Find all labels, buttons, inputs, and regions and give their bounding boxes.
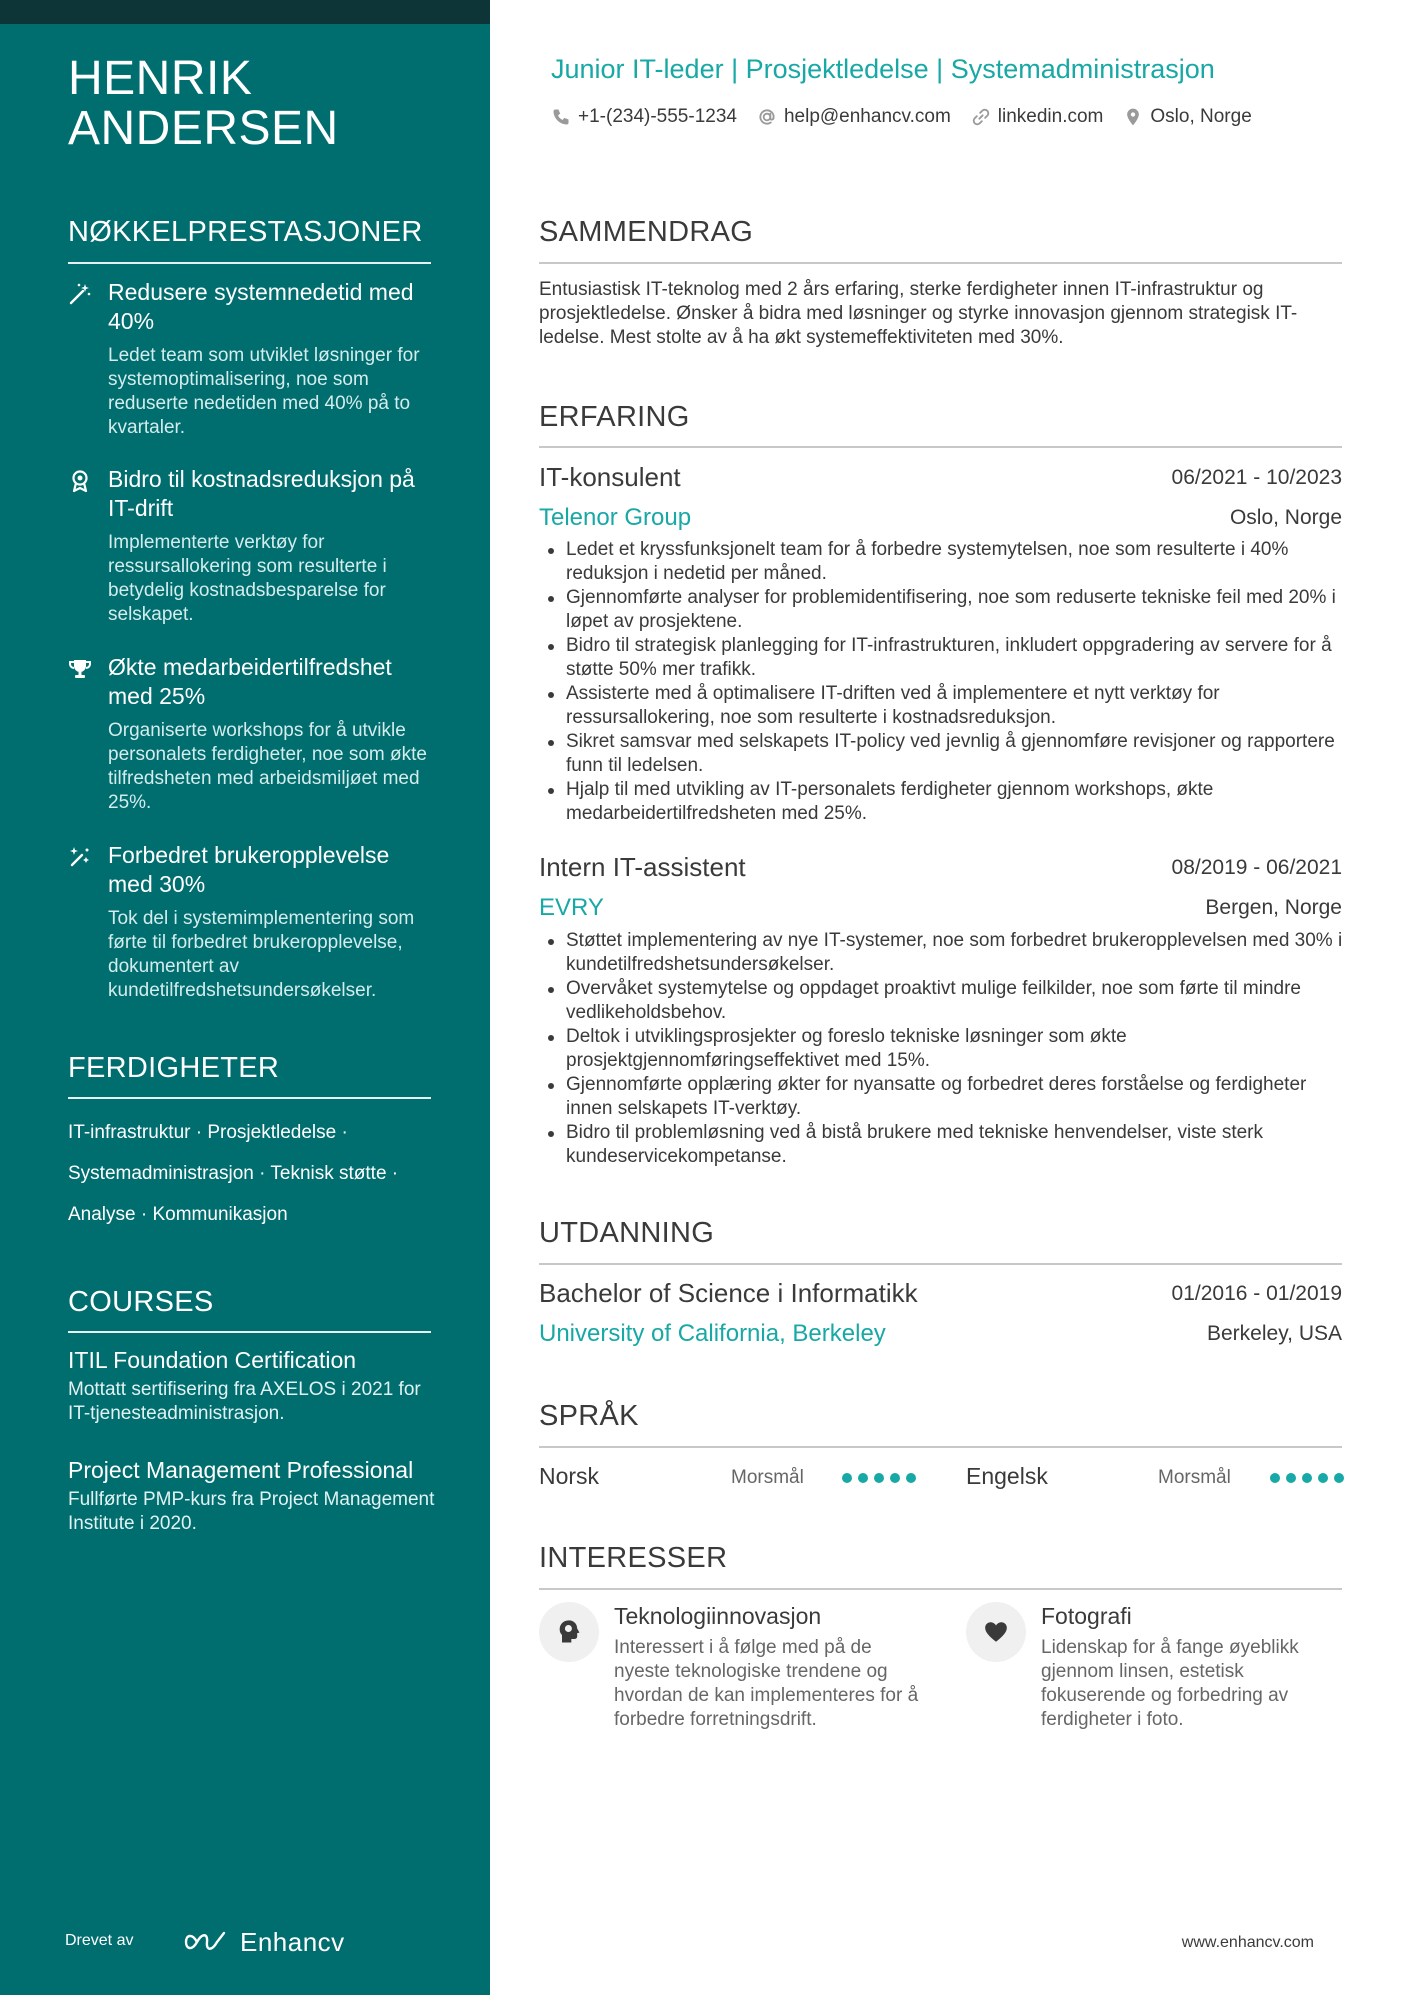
infinity-logo-icon — [184, 1929, 230, 1955]
sidebar-top-bar — [0, 0, 490, 24]
interest-title: Fotografi — [1041, 1603, 1132, 1629]
job-location: Bergen, Norge — [1205, 896, 1342, 919]
interest-icon-badge — [966, 1602, 1026, 1662]
powered-by-label: Drevet av — [65, 1932, 134, 1949]
job-company: EVRY — [539, 894, 604, 921]
location-text: Oslo, Norge — [1150, 106, 1252, 127]
course-desc: Fullførte PMP-kurs fra Project Management Institute i 2020. — [68, 1489, 435, 1534]
sidebar — [0, 0, 490, 1995]
brand-name: Enhancv — [240, 1926, 345, 1957]
skills-heading: FERDIGHETER — [68, 1052, 280, 1084]
skills-line: IT-infrastruktur · Prosjektledelse · — [68, 1122, 348, 1143]
interest-item — [539, 1602, 919, 1732]
courses-heading: COURSES — [68, 1286, 214, 1318]
job-bullet: Gjennomførte analyser for problemidentifisering, noe som reduserte tekniske feil med 20% i løpet av prosjektene. — [566, 586, 1346, 634]
proficiency-dot — [1286, 1473, 1296, 1483]
job-bullet: Sikret samsvar med selskapets IT-policy ved jevnlig å gjennomføre revisjoner og rapportere funn til ledelsen. — [566, 730, 1346, 778]
sparkle-wand-icon — [68, 845, 92, 869]
achievement-title: Bidro til kostnadsreduksjon på IT-drift — [108, 466, 415, 521]
skills-list — [68, 1112, 448, 1235]
contact-location — [1123, 106, 1251, 128]
proficiency-dot — [906, 1473, 916, 1483]
interest-title: Teknologiinnovasjon — [614, 1603, 822, 1629]
job-bullet: Overvåket systemytelse og oppdaget proaktivt mulige feilkilder, noe som førte til mindre vedlikeholdsbehov. — [566, 977, 1346, 1025]
job-title: IT-konsulent — [539, 462, 681, 492]
contact-email[interactable] — [757, 106, 951, 128]
education-divider — [539, 1263, 1342, 1265]
skills-line: Analyse · Kommunikasjon — [68, 1204, 288, 1225]
enhancv-logo[interactable] — [184, 1922, 345, 1962]
proficiency-dot — [1318, 1473, 1328, 1483]
language-name: Norsk — [539, 1463, 600, 1489]
proficiency-dot — [1270, 1473, 1280, 1483]
degree-title: Bachelor of Science i Informatikk — [539, 1278, 918, 1308]
achievement-desc: Implementerte verktøy for ressursallokering som resulterte i betydelig kostnadsbesparelse for selskapet. — [108, 532, 387, 625]
language-name: Engelsk — [966, 1463, 1048, 1489]
course-item — [68, 1346, 438, 1426]
language-level: Morsmål — [731, 1467, 804, 1488]
link-icon — [971, 107, 991, 127]
phone-text: +1-(234)-555-1234 — [578, 106, 737, 127]
trophy-icon — [68, 657, 92, 681]
contact-linkedin[interactable] — [971, 106, 1104, 128]
job-bullet: Gjennomførte opplæring økter for nyansatte og forbedret deres forståelse og ferdigheter innen selskapets IT-verktøy. — [566, 1073, 1346, 1121]
job-location: Oslo, Norge — [1229, 506, 1342, 529]
experience-heading: ERFARING — [539, 401, 690, 433]
course-item — [68, 1456, 438, 1536]
job-bullet: Hjalp til med utvikling av IT-personalets ferdigheter gjennom workshops, økte medarbeidertilfredsheten med 25%. — [566, 778, 1346, 826]
heart-icon — [983, 1619, 1009, 1645]
job-dates: 08/2019 - 06/2021 — [1171, 856, 1342, 879]
education-heading: UTDANNING — [539, 1217, 715, 1249]
job-bullets — [566, 929, 1346, 1169]
summary-divider — [539, 262, 1342, 264]
job-bullet: Bidro til strategisk planlegging for IT-infrastrukturen, inkludert oppgradering av servere for å støtte 50% mer trafikk. — [566, 634, 1346, 682]
courses-divider — [68, 1331, 431, 1333]
languages-heading: SPRÅK — [539, 1400, 639, 1432]
job-bullet: Bidro til problemløsning ved å bistå brukere med tekniske henvendelser, viste sterk kundeservicekompetanse. — [566, 1121, 1346, 1169]
school-name: University of California, Berkeley — [539, 1320, 886, 1347]
language-proficiency-dots — [842, 1473, 916, 1483]
job-dates: 06/2021 - 10/2023 — [1171, 466, 1342, 489]
language-level: Morsmål — [1158, 1467, 1231, 1488]
at-sign-icon — [757, 107, 777, 127]
job-bullet: Assisterte med å optimalisere IT-driften ved å implementere et nytt verktøy for ressursallokering, noe som resulterte i kostnadsreduksjon. — [566, 682, 1346, 730]
interest-desc: Interessert i å følge med på de nyeste teknologiske trendene og hvordan de kan implementeres for å forbedre forretningsdrift. — [614, 1637, 919, 1730]
interest-icon-badge — [539, 1602, 599, 1662]
email-text: help@enhancv.com — [783, 106, 951, 127]
job-bullet: Støttet implementering av nye IT-systemer, noe som forbedret brukeropplevelsen med 30% i kundetilfredshetsundersøkelser. — [566, 929, 1346, 977]
interests-divider — [539, 1588, 1342, 1590]
proficiency-dot — [842, 1473, 852, 1483]
job-bullets — [566, 538, 1346, 826]
interests-heading: INTERESSER — [539, 1542, 728, 1574]
footer-site-link[interactable]: www.enhancv.com — [1181, 1934, 1314, 1951]
skills-divider — [68, 1097, 431, 1099]
phone-icon — [551, 107, 571, 127]
candidate-name — [68, 54, 339, 154]
job-title: Intern IT-assistent — [539, 852, 746, 882]
award-icon — [68, 469, 92, 493]
proficiency-dot — [1334, 1473, 1344, 1483]
achievement-title: Redusere systemnedetid med 40% — [108, 279, 414, 334]
achievements-heading: NØKKELPRESTASJONER — [68, 216, 423, 248]
interest-desc: Lidenskap for å fange øyeblikk gjennom linsen, estetisk fokuserende og forbedring av ferdigheter i foto. — [1041, 1637, 1299, 1730]
skills-line: Systemadministrasjon · Teknisk støtte · — [68, 1163, 399, 1184]
interest-item — [966, 1602, 1346, 1732]
proficiency-dot — [874, 1473, 884, 1483]
education-dates: 01/2016 - 01/2019 — [1171, 1282, 1342, 1305]
proficiency-dot — [858, 1473, 868, 1483]
course-title: Project Management Professional — [68, 1457, 414, 1483]
summary-text: Entusiastisk IT-teknolog med 2 års erfaring, sterke ferdigheter innen IT-infrastruktur og prosjektledelse. Ønsker å bidra med løsninger og styrke innovasjon gjennom strategisk IT-ledelse. Mest stolte av å ha økt systemeffektiviteten med 30%. — [539, 279, 1298, 348]
language-proficiency-dots — [1270, 1473, 1344, 1483]
achievement-item — [68, 653, 438, 815]
achievement-title: Forbedret brukeropplevelse med 30% — [108, 842, 390, 897]
course-title: ITIL Foundation Certification — [68, 1347, 357, 1373]
job-bullet: Deltok i utviklingsprosjekter og foreslo tekniske løsninger som økte prosjektgjennomføringseffektivet med 15%. — [566, 1025, 1346, 1073]
brain-head-icon — [555, 1618, 583, 1646]
achievements-divider — [68, 262, 431, 264]
job-bullet: Ledet et kryssfunksjonelt team for å forbedre systemytelsen, noe som resulterte i 40% reduksjon i nedetid per måned. — [566, 538, 1346, 586]
achievement-item — [68, 465, 438, 627]
course-desc: Mottatt sertifisering fra AXELOS i 2021 for IT-tjenesteadministrasjon. — [68, 1379, 421, 1424]
magic-wand-icon — [68, 282, 92, 306]
achievement-item — [68, 278, 438, 440]
contact-bar — [551, 106, 1272, 128]
summary-heading: SAMMENDRAG — [539, 216, 754, 248]
experience-divider — [539, 446, 1342, 448]
name-first: HENRIK — [68, 52, 253, 105]
linkedin-text: linkedin.com — [997, 106, 1104, 127]
achievement-desc: Tok del i systemimplementering som førte til forbedret brukeropplevelse, dokumentert av kundetilfredshetsundersøkelser. — [108, 908, 415, 1001]
achievement-item — [68, 841, 438, 1003]
proficiency-dot — [1302, 1473, 1312, 1483]
location-pin-icon — [1123, 106, 1143, 128]
proficiency-dot — [890, 1473, 900, 1483]
achievement-desc: Organiserte workshops for å utvikle personalets ferdigheter, noe som økte tilfredsheten med arbeidsmiljøet med 25%. — [108, 720, 427, 813]
achievement-title: Økte medarbeidertilfredshet med 25% — [108, 654, 392, 709]
name-last: ANDERSEN — [68, 102, 339, 155]
contact-phone[interactable] — [551, 106, 737, 128]
achievement-desc: Ledet team som utviklet løsninger for systemoptimalisering, noe som reduserte nedetiden med 40% på to kvartaler. — [108, 345, 420, 438]
headline: Junior IT-leder | Prosjektledelse | Systemadministrasjon — [551, 54, 1215, 84]
job-company: Telenor Group — [539, 504, 692, 531]
languages-divider — [539, 1446, 1342, 1448]
school-location: Berkeley, USA — [1207, 1322, 1342, 1345]
